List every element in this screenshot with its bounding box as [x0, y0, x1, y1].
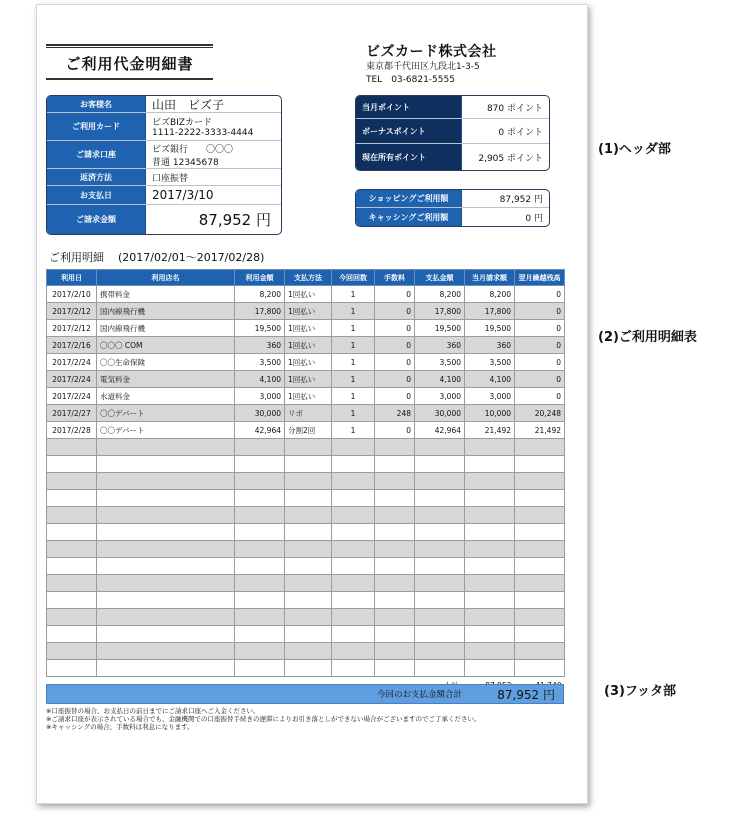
- table-cell: 8,200: [415, 286, 465, 303]
- table-cell: [465, 643, 515, 660]
- table-cell: 2017/2/12: [47, 320, 97, 337]
- table-cell: [415, 456, 465, 473]
- table-row: [47, 422, 565, 439]
- table-cell: 4,100: [465, 371, 515, 388]
- table-cell: [465, 558, 515, 575]
- method-label: 返済方法: [47, 169, 146, 185]
- table-cell: [235, 456, 285, 473]
- month-points: 870 ポイント: [486, 103, 543, 114]
- table-cell: [47, 473, 97, 490]
- table-row: [47, 388, 565, 405]
- table-cell: 0: [515, 371, 565, 388]
- table-cell: 8,200: [235, 286, 285, 303]
- table-cell: [47, 660, 97, 677]
- table-cell: [235, 473, 285, 490]
- footer-annotation: (3)フッタ部: [604, 684, 677, 699]
- table-cell: 10,000: [465, 405, 515, 422]
- table-cell: 3,000: [415, 388, 465, 405]
- table-row: [47, 507, 565, 524]
- table-cell: [235, 592, 285, 609]
- table-cell: [97, 558, 235, 575]
- table-cell: [285, 456, 332, 473]
- table-cell: [515, 660, 565, 677]
- table-cell: 0: [515, 388, 565, 405]
- bonus-points-label: ボーナスポイント: [356, 119, 462, 143]
- table-cell: [47, 541, 97, 558]
- company-tel: TEL 03-6821-5555: [366, 75, 455, 85]
- table-cell: [465, 609, 515, 626]
- table-cell: [415, 660, 465, 677]
- table-cell: [375, 541, 415, 558]
- table-cell: [332, 643, 375, 660]
- column-header: 今回回数: [332, 270, 375, 286]
- table-cell: [332, 473, 375, 490]
- company-name: ビズカード株式会社: [366, 44, 497, 60]
- table-cell: [515, 439, 565, 456]
- table-cell: [415, 524, 465, 541]
- table-cell: [375, 473, 415, 490]
- page-title: ご利用代金明細書: [65, 55, 194, 73]
- table-cell: 360: [235, 337, 285, 354]
- table-cell: [332, 490, 375, 507]
- table-cell: 1回払い: [285, 388, 332, 405]
- table-cell: 30,000: [235, 405, 285, 422]
- table-cell: 0: [375, 320, 415, 337]
- table-row: [47, 405, 565, 422]
- table-cell: [235, 575, 285, 592]
- table-cell: 20,248: [515, 405, 565, 422]
- table-cell: [515, 626, 565, 643]
- month-points-label: 当月ポイント: [356, 96, 462, 118]
- table-cell: [97, 626, 235, 643]
- table-cell: 4,100: [415, 371, 465, 388]
- table-cell: [97, 439, 235, 456]
- points-box: [355, 95, 550, 171]
- table-cell: 360: [465, 337, 515, 354]
- table-cell: [332, 575, 375, 592]
- table-cell: [235, 507, 285, 524]
- notes: [46, 707, 480, 731]
- table-cell: [235, 524, 285, 541]
- table-cell: [97, 490, 235, 507]
- table-cell: [415, 507, 465, 524]
- table-cell: 0: [375, 337, 415, 354]
- column-header: 当月請求額: [465, 270, 515, 286]
- table-cell: [235, 643, 285, 660]
- table-row: [47, 609, 565, 626]
- table-cell: リボ: [285, 405, 332, 422]
- table-cell: [285, 626, 332, 643]
- table-cell: [375, 575, 415, 592]
- table-cell: 0: [515, 354, 565, 371]
- table-cell: 1回払い: [285, 286, 332, 303]
- table-cell: [285, 507, 332, 524]
- table-cell: [375, 507, 415, 524]
- note-line: ※ご請求口座が表示されている場合でも、金融機関での口座振替手続きの遅滞によりお引き落としができない場合がございますのでご了承ください。: [46, 715, 481, 723]
- table-cell: [285, 473, 332, 490]
- table-cell: [332, 592, 375, 609]
- table-cell: 国内線飛行機: [97, 320, 235, 337]
- shopping-label: ショッピングご利用額: [356, 190, 462, 207]
- name-label: お客様名: [47, 96, 146, 112]
- table-cell: [375, 558, 415, 575]
- table-cell: [375, 660, 415, 677]
- table-cell: [47, 490, 97, 507]
- table-cell: 0: [375, 371, 415, 388]
- table-cell: [415, 643, 465, 660]
- table-cell: [97, 507, 235, 524]
- table-cell: [465, 439, 515, 456]
- table-cell: 電気料金: [97, 371, 235, 388]
- table-cell: 3,500: [415, 354, 465, 371]
- table-cell: 0: [515, 320, 565, 337]
- table-cell: 1回払い: [285, 354, 332, 371]
- table-cell: [332, 456, 375, 473]
- table-cell: 1回払い: [285, 320, 332, 337]
- table-cell: [515, 524, 565, 541]
- table-cell: [47, 558, 97, 575]
- table-cell: 0: [375, 354, 415, 371]
- table-cell: [97, 609, 235, 626]
- table-cell: 1: [332, 354, 375, 371]
- table-row: [47, 558, 565, 575]
- table-cell: [332, 626, 375, 643]
- table-cell: 1: [332, 422, 375, 439]
- table-row: [47, 660, 565, 677]
- company-address: 東京都千代田区九段北1-3-5: [366, 62, 480, 72]
- table-cell: [97, 524, 235, 541]
- table-cell: 水道料金: [97, 388, 235, 405]
- table-cell: [285, 609, 332, 626]
- table-cell: 1: [332, 303, 375, 320]
- table-cell: [375, 524, 415, 541]
- note-line: ※口座振替の場合、お支払日の前日までにご請求口座へご入金ください。: [46, 707, 260, 715]
- table-cell: 3,000: [465, 388, 515, 405]
- customer-name: 山田 ビズ子: [152, 97, 225, 112]
- table-cell: [47, 439, 97, 456]
- table-cell: [515, 541, 565, 558]
- detail-heading: ご利用明細 (2017/02/01～2017/02/28): [49, 251, 265, 264]
- table-cell: [415, 558, 465, 575]
- table-cell: [515, 456, 565, 473]
- table-cell: 2017/2/28: [47, 422, 97, 439]
- table-cell: 17,800: [235, 303, 285, 320]
- note-line: ※キャッシングの場合、手数料は利息になります。: [46, 723, 194, 731]
- table-cell: 国内線飛行機: [97, 303, 235, 320]
- table-cell: [465, 541, 515, 558]
- table-cell: 2017/2/27: [47, 405, 97, 422]
- table-cell: [47, 507, 97, 524]
- column-header: 支払方法: [285, 270, 332, 286]
- total-payment-bar: [46, 684, 564, 704]
- table-cell: 19,500: [235, 320, 285, 337]
- table-cell: 8,200: [465, 286, 515, 303]
- table-header-row: [47, 270, 565, 286]
- table-cell: 19,500: [465, 320, 515, 337]
- table-cell: [235, 609, 285, 626]
- table-cell: [235, 660, 285, 677]
- table-cell: 1回払い: [285, 303, 332, 320]
- billing-amount: 87,952 円: [198, 211, 271, 229]
- table-cell: [415, 609, 465, 626]
- table-cell: [515, 490, 565, 507]
- table-cell: 2017/2/10: [47, 286, 97, 303]
- table-cell: 1: [332, 286, 375, 303]
- table-cell: [415, 626, 465, 643]
- table-cell: 17,800: [465, 303, 515, 320]
- table-row: [47, 541, 565, 558]
- cashing-amount: 0 円: [525, 213, 543, 224]
- table-annotation: (2)ご利用明細表: [598, 330, 697, 345]
- header-annotation: (1)ヘッダ部: [598, 142, 671, 157]
- table-cell: 1: [332, 320, 375, 337]
- table-cell: 42,964: [415, 422, 465, 439]
- table-row: [47, 490, 565, 507]
- table-cell: [285, 660, 332, 677]
- table-cell: 〇〇デパート: [97, 422, 235, 439]
- table-cell: [375, 439, 415, 456]
- table-cell: [515, 592, 565, 609]
- table-row: [47, 286, 565, 303]
- total-points: 2,905 ポイント: [478, 153, 543, 164]
- table-cell: 3,500: [465, 354, 515, 371]
- table-cell: 0: [375, 422, 415, 439]
- table-cell: [285, 524, 332, 541]
- card-label: ご利用カード: [47, 113, 146, 140]
- card-info: ビズBIZカード 1111-2222-3333-4444: [152, 118, 254, 138]
- table-cell: 2017/2/24: [47, 354, 97, 371]
- table-row: [47, 575, 565, 592]
- table-cell: [375, 643, 415, 660]
- table-cell: [465, 592, 515, 609]
- table-cell: 3,500: [235, 354, 285, 371]
- account-label: ご請求口座: [47, 141, 146, 168]
- table-cell: 1: [332, 371, 375, 388]
- table-cell: [515, 643, 565, 660]
- table-row: [47, 626, 565, 643]
- column-header: 利用店名: [97, 270, 235, 286]
- table-cell: [375, 626, 415, 643]
- table-cell: [332, 609, 375, 626]
- table-cell: [415, 541, 465, 558]
- title-block: [46, 44, 213, 80]
- usage-detail-table: [46, 269, 565, 695]
- table-cell: [97, 660, 235, 677]
- table-cell: [375, 490, 415, 507]
- table-cell: [415, 575, 465, 592]
- table-row: [47, 303, 565, 320]
- table-row: [47, 456, 565, 473]
- table-cell: [97, 541, 235, 558]
- table-row: [47, 320, 565, 337]
- table-cell: 21,492: [465, 422, 515, 439]
- table-cell: 2017/2/24: [47, 388, 97, 405]
- account-info: ビズ銀行 〇〇〇 普通 12345678: [152, 144, 234, 168]
- table-cell: [465, 473, 515, 490]
- table-cell: [97, 592, 235, 609]
- table-cell: 0: [375, 303, 415, 320]
- table-cell: 3,000: [235, 388, 285, 405]
- column-header: 翌月繰越残高: [515, 270, 565, 286]
- table-cell: [285, 439, 332, 456]
- column-header: 手数料: [375, 270, 415, 286]
- table-cell: [415, 473, 465, 490]
- table-cell: [47, 456, 97, 473]
- table-cell: [285, 592, 332, 609]
- table-cell: [515, 473, 565, 490]
- table-cell: [285, 490, 332, 507]
- table-cell: 21,492: [515, 422, 565, 439]
- amount-label: ご請求金額: [47, 205, 146, 234]
- table-cell: [465, 507, 515, 524]
- table-cell: 0: [375, 286, 415, 303]
- table-cell: [415, 490, 465, 507]
- table-cell: [465, 626, 515, 643]
- table-cell: [47, 592, 97, 609]
- table-cell: [515, 507, 565, 524]
- table-cell: 2017/2/16: [47, 337, 97, 354]
- table-cell: 19,500: [415, 320, 465, 337]
- table-cell: 0: [515, 337, 565, 354]
- table-cell: [285, 558, 332, 575]
- payment-method: 口座振替: [152, 173, 189, 184]
- pay-date: 2017/3/10: [152, 188, 214, 202]
- table-cell: [515, 609, 565, 626]
- cashing-label: キャッシングご利用額: [356, 208, 462, 226]
- table-cell: [465, 660, 515, 677]
- table-cell: 30,000: [415, 405, 465, 422]
- table-cell: 1: [332, 405, 375, 422]
- table-cell: [465, 524, 515, 541]
- table-cell: [235, 541, 285, 558]
- table-cell: [375, 609, 415, 626]
- column-header: 利用金額: [235, 270, 285, 286]
- table-cell: [285, 575, 332, 592]
- total-amount: 87,952 円: [497, 687, 555, 702]
- table-cell: [375, 592, 415, 609]
- table-cell: 2017/2/24: [47, 371, 97, 388]
- table-cell: [332, 439, 375, 456]
- total-label: 今回のお支払金額合計: [376, 690, 462, 700]
- table-cell: [332, 660, 375, 677]
- table-cell: [415, 439, 465, 456]
- table-cell: [235, 439, 285, 456]
- table-cell: 0: [515, 286, 565, 303]
- table-cell: [415, 592, 465, 609]
- table-cell: [97, 643, 235, 660]
- table-cell: 〇〇デパート: [97, 405, 235, 422]
- table-row: [47, 439, 565, 456]
- table-cell: 〇〇〇 COM: [97, 337, 235, 354]
- table-cell: [235, 490, 285, 507]
- table-row: [47, 592, 565, 609]
- table-cell: [465, 456, 515, 473]
- table-cell: 248: [375, 405, 415, 422]
- table-cell: 0: [515, 303, 565, 320]
- paydate-label: お支払日: [47, 186, 146, 204]
- usage-box: [355, 189, 550, 227]
- table-cell: 1回払い: [285, 337, 332, 354]
- table-cell: [235, 626, 285, 643]
- table-row: [47, 354, 565, 371]
- table-cell: [465, 575, 515, 592]
- table-cell: [332, 507, 375, 524]
- table-cell: 1: [332, 337, 375, 354]
- table-cell: 17,800: [415, 303, 465, 320]
- table-cell: 2017/2/12: [47, 303, 97, 320]
- table-row: [47, 643, 565, 660]
- bonus-points: 0 ポイント: [498, 127, 543, 138]
- table-cell: [47, 575, 97, 592]
- table-cell: [332, 541, 375, 558]
- table-cell: 携帯料金: [97, 286, 235, 303]
- table-cell: 4,100: [235, 371, 285, 388]
- table-cell: 1回払い: [285, 371, 332, 388]
- table-cell: [97, 456, 235, 473]
- table-cell: 360: [415, 337, 465, 354]
- total-points-label: 現在所有ポイント: [356, 144, 462, 170]
- customer-info-box: [46, 95, 282, 235]
- table-row: [47, 371, 565, 388]
- table-cell: [332, 524, 375, 541]
- table-cell: 42,964: [235, 422, 285, 439]
- table-cell: [47, 524, 97, 541]
- table-cell: [515, 558, 565, 575]
- table-cell: [47, 626, 97, 643]
- table-cell: 〇〇生命保険: [97, 354, 235, 371]
- table-cell: [285, 643, 332, 660]
- table-cell: 1: [332, 388, 375, 405]
- shopping-amount: 87,952 円: [499, 195, 543, 205]
- table-row: [47, 524, 565, 541]
- table-cell: [47, 609, 97, 626]
- table-cell: [235, 558, 285, 575]
- table-cell: [465, 490, 515, 507]
- table-cell: [285, 541, 332, 558]
- table-cell: 0: [375, 388, 415, 405]
- column-header: 支払金額: [415, 270, 465, 286]
- table-row: [47, 473, 565, 490]
- table-cell: [97, 575, 235, 592]
- column-header: 利用日: [47, 270, 97, 286]
- table-cell: [515, 575, 565, 592]
- table-row: [47, 337, 565, 354]
- table-cell: 分割2回: [285, 422, 332, 439]
- table-cell: [332, 558, 375, 575]
- table-cell: [47, 643, 97, 660]
- statement-page: [36, 4, 588, 804]
- table-cell: [375, 456, 415, 473]
- table-cell: [97, 473, 235, 490]
